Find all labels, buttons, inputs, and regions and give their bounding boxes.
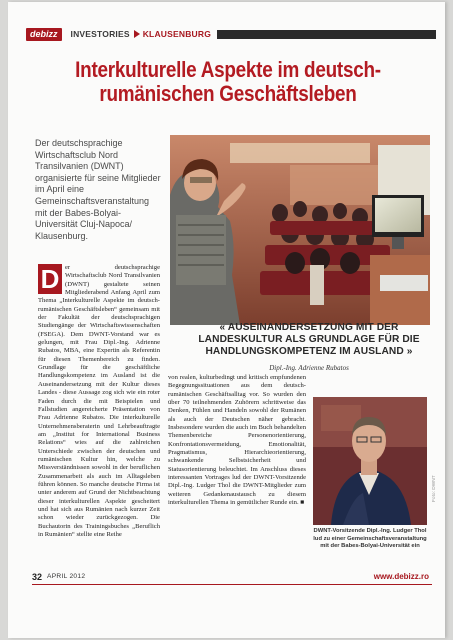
pull-quote: « AUSEINANDERSETZUNG MIT DER LANDESKULTUR ALS GRUNDLAGE FÜR DIE HANDLUNGSKOMPETENZ IM AUSLAND »	[198, 322, 420, 357]
issue-date: APRIL 2012	[47, 573, 86, 580]
arrow-right-icon	[134, 30, 140, 38]
footer-rule	[32, 584, 432, 585]
body-text-1: er deutschsprachige Wirtschaftsclub Nord Transilvanien (DWNT) gestaltete seinen Mitgliederabend Anfang April zum Thema „Interkulturelle Aspekte im deutsch-rumänischen Geschäftsleben“ gemeinsam mit der Fakultät der deutschsprachigen Studiengänge der Wirtschaftswissenschaften (FSEGA). Dem DWNT-Vorstand war es gelungen, mit Frau Dipl.-Ing. Adrienne Rubatos, MBA, eine Expertin als Referentin für diesen Themenbereich zu finden. Grundlage für die geschäftliche Handlungskompetenz im Ausland ist die Auseinandersetzung mit der Kultur dieses Landes - diese Aussage zog sich wie ein roter Faden durch die mit Beispielen und Fallstudien angereicherte Präsentation von Frau Adrienne Rubatos. Die interkulturelle Unternehmensberaterin und Lehrbeauftragte am „Institut for International Business Relations“ wies auf die zahlreichen Unterschiede zwischen der deutschen und rumänischen Kultur hin, welche zu Missverständnissen sowohl in der beruflichen Zusammenarbeit als auch im Alltagsleben führen können. So manche deutsche Firma ist unter anderem auf Grund der Nichtbeachtung dieser interkulturellen Aspekte gescheitert und hat sich aus Rumänien nach kurzer Zeit schon wieder zurückgezogen. Die Buchautorin des Trainingsbuches „Beruflich in Rumänien“ stellte eine Reihe	[38, 264, 160, 538]
page-number: 32	[32, 572, 43, 582]
body-text-2: von realen, kulturbedingt und kritisch empfundenen Begegnungssituationen aus dem deutsch-rumänischen Geschäftsalltag vor. So wurden den über 70 teilnehmenden Zuhörern schrittweise das Denken, Fühlen und Handeln sowohl der Rumänen als auch der Deutschen näher gebracht. Insbesondere wurden die auch im Buch behandelten Themenbereiche Personenorientierung, Konfrontationsvermeidung, Emotionalität, Pragmatismus, Hierarchieorientierung, schwankende Selbstsicherheit und Statusorientierung beleuchtet. Im Anschluss dieses interessanten Vortrages lud der DWNT-Vorsitzende Dipl.-Ing. Ludger Thol die DWNT-Mitglieder zum weiteren Gedankenaustausch zu diesem interkulturellen Thema in gemütlicher Runde ein.	[168, 374, 306, 507]
portrait-photo	[313, 397, 427, 525]
header-rule	[217, 30, 436, 39]
body-column-2	[168, 374, 306, 508]
lecture-hall-photo	[170, 135, 430, 325]
drop-cap: D	[38, 264, 62, 294]
photo-caption: DWNT-Vorsitzende Dipl.-Ing. Ludger Thol lud zu einer Gemeinschaftsveranstaltung mit der Babes-Bolyai-Universität ein	[313, 528, 427, 550]
website-link[interactable]: www.debizz.ro	[373, 572, 429, 581]
article-lead: Der deutschsprachige Wirtschaftsclub Nord Transilvanien (DWNT) organisierte für seine Mitglieder im April eine Gemeinschaftsveranstaltung mit der Babes-Bolyai-Universität Cluj-Napoca/ Klausenburg.	[35, 138, 161, 241]
debizz-logo[interactable]: debizz	[26, 28, 62, 41]
event-photo	[170, 135, 430, 325]
end-mark: ■	[300, 499, 305, 507]
subsection-label: KLAUSENBURG	[142, 29, 212, 39]
pull-quote-author: Dipl.-Ing. Adrienne Rubatos	[269, 364, 349, 372]
photo-credit: Foto: DWNT	[432, 475, 437, 502]
article-title: Interkulturelle Aspekte im deutsch-rumänischen Geschäftsleben	[75, 57, 381, 106]
page-footer	[32, 572, 432, 586]
speaker-portrait	[313, 397, 427, 525]
page-header	[26, 26, 436, 42]
section-label: INVESTORIES	[70, 29, 130, 39]
body-column-1	[38, 264, 160, 539]
magazine-page	[8, 2, 445, 638]
